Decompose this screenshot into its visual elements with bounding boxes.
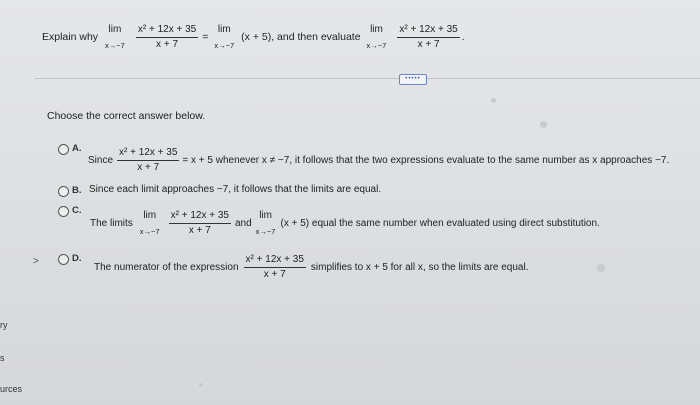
simplified-expression: (x + 5), and then evaluate: [241, 31, 361, 43]
limit-operator-1: [105, 24, 125, 50]
fraction-numerator: x² + 12x + 35: [244, 254, 306, 268]
option-b-letter: B.: [72, 185, 82, 196]
option-a-fraction: [117, 147, 179, 173]
option-a-letter: A.: [72, 143, 82, 154]
fraction-denominator: x + 7: [263, 268, 286, 280]
option-d-rest: simplifies to x + 5 for all x, so the limits are equal.: [310, 261, 529, 273]
expand-more-button[interactable]: •••••: [399, 74, 427, 85]
option-d-letter: D.: [72, 253, 82, 264]
limit-operator-2: [214, 24, 234, 50]
and-label: and: [234, 217, 252, 229]
equals-sign: =: [202, 31, 209, 43]
option-c-fraction: [169, 210, 231, 236]
option-d-radio[interactable]: [58, 254, 69, 265]
option-c-limit-1: [140, 210, 160, 236]
fraction-denominator: x + 7: [188, 224, 211, 236]
option-a-text[interactable]: [88, 143, 669, 177]
background-dot: [540, 121, 547, 128]
fraction-numerator: x² + 12x + 35: [169, 210, 231, 224]
lim-word: lim: [217, 23, 231, 35]
section-divider: [35, 78, 700, 79]
since-label: Since: [88, 154, 114, 166]
option-c-prefix: The limits: [90, 217, 133, 229]
period: .: [461, 31, 465, 43]
fraction-numerator: x² + 12x + 35: [397, 24, 459, 38]
instruction-text: Choose the correct answer below.: [47, 110, 206, 122]
background-dot: [199, 383, 203, 387]
rational-expression-1: [136, 24, 198, 50]
option-c-rest: (x + 5) equal the same number when evaluated using direct substitution.: [280, 217, 600, 229]
background-dot: [597, 264, 605, 272]
option-c-limit-2: [256, 210, 276, 236]
sidebar-item-2[interactable]: s: [0, 353, 5, 363]
lim-word: lim: [143, 209, 157, 221]
lim-subscript: x→−7: [366, 40, 387, 50]
limit-operator-3: [367, 24, 387, 50]
fraction-denominator: x + 7: [417, 38, 440, 50]
lim-subscript: x→−7: [214, 40, 235, 50]
option-c-letter: C.: [72, 205, 82, 216]
lim-word: lim: [370, 23, 383, 35]
lim-subscript: x→−7: [105, 40, 125, 50]
option-c-text[interactable]: [90, 206, 600, 240]
option-b-radio[interactable]: [58, 186, 69, 197]
chevron-right-icon[interactable]: >: [33, 256, 39, 267]
option-a-rest: = x + 5 whenever x ≠ −7, it follows that the two expressions evaluate to the same number as x approaches −7.: [182, 154, 670, 166]
option-c-radio[interactable]: [58, 206, 69, 217]
sidebar-item-3[interactable]: urces: [0, 384, 23, 394]
lim-word: lim: [259, 209, 272, 221]
option-d-prefix: The numerator of the expression: [94, 261, 239, 273]
option-b-text[interactable]: Since each limit approaches −7, it follows that the limits are equal.: [89, 184, 382, 195]
sidebar-item-1[interactable]: ry: [0, 320, 8, 330]
fraction-numerator: x² + 12x + 35: [117, 147, 179, 161]
lim-word: lim: [108, 23, 122, 35]
fraction-numerator: x² + 12x + 35: [136, 24, 198, 38]
option-d-fraction: [244, 254, 306, 280]
lim-subscript: x→−7: [139, 226, 160, 236]
fraction-denominator: x + 7: [156, 38, 179, 50]
lim-subscript: x→−7: [255, 226, 276, 236]
fraction-denominator: x + 7: [137, 161, 160, 173]
rational-expression-2: [397, 24, 459, 50]
option-a-radio[interactable]: [58, 144, 69, 155]
option-d-text[interactable]: [94, 250, 529, 284]
background-dot: [491, 98, 496, 103]
explain-label: Explain why: [42, 31, 99, 43]
question-prompt: [42, 16, 465, 58]
